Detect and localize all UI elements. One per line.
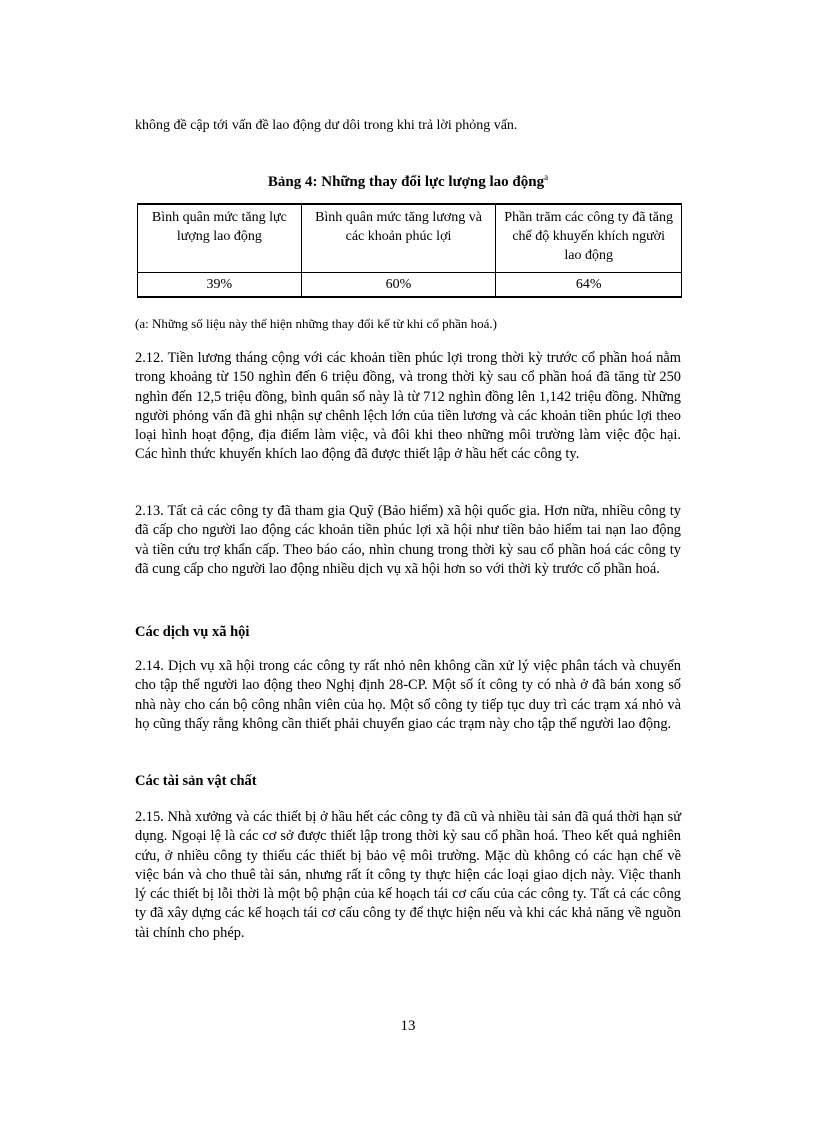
table-title-superscript: a xyxy=(544,172,549,182)
table-cell: 64% xyxy=(496,272,682,297)
table-footnote: (a: Những số liệu này thể hiện những thay đổi kể từ khi cổ phần hoá.) xyxy=(135,316,497,331)
paragraph-2-15: 2.15. Nhà xưởng và các thiết bị ở hầu hết các công ty đã cũ và nhiều tài sản đã quá thời hạn sử dụng. Ngoại lệ là các cơ sở được thiết lập trong thời kỳ sau cổ phần hoá. Theo kết quả nghiên cứu, ở nhiều công ty thiếu các thiết bị bảo vệ môi trường. Mặc dù không có các hạn chế về việc bán và cho thuê tài sản, nhưng rất ít công ty thực hiện các loại giao dịch này. Việc thanh lý các thiết bị lỗi thời là một bộ phận của kế hoạch tái cơ cấu của các công ty. Tất cả các công ty đã xây dựng các kế hoạch tái cơ cấu công ty để thực hiện nếu và khi các khả năng về nguồn tài chính cho phép. xyxy=(135,809,681,941)
table-title-text: Bảng 4: Những thay đổi lực lượng lao động xyxy=(267,174,545,190)
table-title xyxy=(135,172,681,192)
intro-text: không đề cập tới vấn đề lao động dư dôi trong khi trả lời phỏng vấn. xyxy=(135,118,518,133)
table-header-cell: Bình quân mức tăng lực lượng lao động xyxy=(138,204,302,272)
labor-changes-table xyxy=(137,203,682,298)
paragraph-2-12: 2.12. Tiền lương tháng cộng với các khoản tiền phúc lợi trong thời kỳ trước cổ phần hoá nằm trong khoảng từ 150 nghìn đến 6 triệu đồng, và trong thời kỳ sau cổ phần hoá đã tăng từ 250 nghìn đến 12,5 triệu đồng, bình quân số này là từ 712 nghìn đồng lên 1,142 triệu đồng. Những người phỏng vấn đã ghi nhận sự chênh lệch lớn của tiền lương và các khoản tiền phúc lợi theo loại hình hoạt động, địa điểm làm việc, và đôi khi theo những môi trường làm việc độc hại. Các hình thức khuyến khích lao động đã được thiết lập ở hầu hết các công ty. xyxy=(135,350,681,463)
heading-social-services: Các dịch vụ xã hội xyxy=(135,624,250,640)
table-header-row xyxy=(138,204,682,272)
table-cell: 60% xyxy=(301,272,496,297)
paragraph-2-13: 2.13. Tất cả các công ty đã tham gia Quỹ (Bảo hiểm) xã hội quốc gia. Hơn nữa, nhiều công ty đã cấp cho người lao động các khoản tiền phúc lợi xã hội như tiền bảo hiểm tai nạn lao động và tiền cứu trợ khẩn cấp. Theo báo cáo, nhìn chung trong thời kỳ sau cổ phần hoá các công ty đã cung cấp cho người lao động nhiều dịch vụ xã hội hơn so với thời kỳ trước cổ phần hoá. xyxy=(135,503,681,577)
table-header-cell: Bình quân mức tăng lương và các khoản phúc lợi xyxy=(301,204,496,272)
heading-physical-assets: Các tài sản vật chất xyxy=(135,773,257,789)
paragraph-2-14: 2.14. Dịch vụ xã hội trong các công ty rất nhỏ nên không cần xử lý việc phân tách và chuyển cho tập thể người lao động theo Nghị định 28-CP. Một số ít công ty có nhà ở đã bán xong số nhà này cho cán bộ công nhân viên của họ. Một số công ty tiếp tục duy trì các trạm xá nhỏ và họ cũng thấy rằng không cần thiết phải chuyển giao các trạm này cho tập thể người lao động. xyxy=(135,658,681,732)
page-number: 13 xyxy=(400,1018,416,1034)
table-row xyxy=(138,272,682,297)
table-cell: 39% xyxy=(138,272,302,297)
table-header-cell: Phần trăm các công ty đã tăng chế độ khuyến khích người lao động xyxy=(496,204,682,272)
